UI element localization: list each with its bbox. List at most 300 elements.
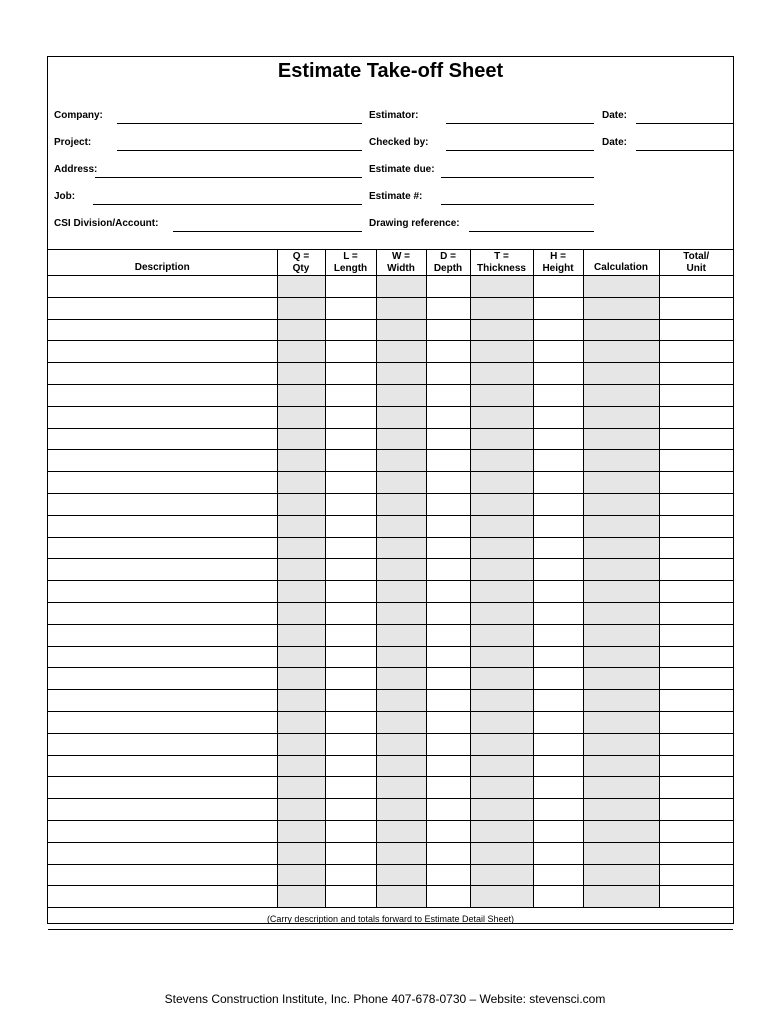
table-cell[interactable] — [583, 820, 659, 842]
table-cell[interactable] — [48, 711, 277, 733]
table-cell[interactable] — [533, 515, 583, 537]
table-cell[interactable] — [376, 602, 426, 624]
table-cell[interactable] — [325, 428, 376, 450]
table-cell[interactable] — [470, 690, 533, 712]
table-cell[interactable] — [48, 668, 277, 690]
table-cell[interactable] — [533, 755, 583, 777]
table-cell[interactable] — [426, 384, 470, 406]
table-cell[interactable] — [277, 450, 325, 472]
table-cell[interactable] — [470, 733, 533, 755]
table-cell[interactable] — [48, 297, 277, 319]
table-cell[interactable] — [659, 777, 733, 799]
table-cell[interactable] — [470, 777, 533, 799]
address-field[interactable] — [95, 177, 362, 178]
table-cell[interactable] — [533, 602, 583, 624]
estimate-due-label: Estimate due: — [369, 164, 435, 175]
table-cell[interactable] — [277, 624, 325, 646]
table-cell[interactable] — [48, 777, 277, 799]
table-cell[interactable] — [583, 602, 659, 624]
table-cell[interactable] — [325, 384, 376, 406]
footnote-row — [48, 908, 733, 930]
table-cell[interactable] — [533, 711, 583, 733]
table-cell[interactable] — [325, 820, 376, 842]
table-cell[interactable] — [277, 493, 325, 515]
table-cell[interactable] — [376, 428, 426, 450]
table-cell[interactable] — [583, 319, 659, 341]
table-cell[interactable] — [426, 842, 470, 864]
table-row — [48, 515, 733, 537]
table-cell[interactable] — [533, 384, 583, 406]
table-cell[interactable] — [48, 864, 277, 886]
checked-date-field[interactable] — [636, 150, 733, 151]
table-cell[interactable] — [533, 450, 583, 472]
table-cell[interactable] — [376, 537, 426, 559]
table-cell[interactable] — [277, 406, 325, 428]
table-cell[interactable] — [48, 842, 277, 864]
table-cell[interactable] — [533, 733, 583, 755]
table-cell[interactable] — [470, 363, 533, 385]
table-cell[interactable] — [659, 602, 733, 624]
table-cell[interactable] — [659, 384, 733, 406]
table-cell[interactable] — [470, 624, 533, 646]
table-cell[interactable] — [376, 886, 426, 908]
table-cell[interactable] — [533, 820, 583, 842]
table-cell[interactable] — [470, 319, 533, 341]
table-cell[interactable] — [325, 297, 376, 319]
table-cell[interactable] — [659, 646, 733, 668]
table-cell[interactable] — [325, 559, 376, 581]
table-row — [48, 690, 733, 712]
company-field[interactable] — [117, 123, 362, 124]
table-cell[interactable] — [277, 690, 325, 712]
table-cell[interactable] — [426, 428, 470, 450]
table-cell[interactable] — [583, 581, 659, 603]
table-cell[interactable] — [426, 711, 470, 733]
table-cell[interactable] — [470, 341, 533, 363]
table-cell[interactable] — [583, 777, 659, 799]
table-cell[interactable] — [277, 276, 325, 298]
table-cell[interactable] — [376, 297, 426, 319]
table-cell[interactable] — [48, 319, 277, 341]
table-cell[interactable] — [325, 755, 376, 777]
table-cell[interactable] — [426, 276, 470, 298]
table-cell[interactable] — [48, 581, 277, 603]
table-cell[interactable] — [659, 450, 733, 472]
project-field[interactable] — [117, 150, 362, 151]
table-cell[interactable] — [470, 450, 533, 472]
table-row — [48, 864, 733, 886]
table-cell[interactable] — [533, 624, 583, 646]
table-cell[interactable] — [376, 515, 426, 537]
table-cell[interactable] — [277, 755, 325, 777]
table-cell[interactable] — [470, 820, 533, 842]
table-cell[interactable] — [376, 450, 426, 472]
table-cell[interactable] — [277, 864, 325, 886]
table-cell[interactable] — [533, 842, 583, 864]
table-cell[interactable] — [48, 537, 277, 559]
table-cell[interactable] — [533, 319, 583, 341]
table-cell[interactable] — [470, 428, 533, 450]
table-cell[interactable] — [48, 646, 277, 668]
table-cell[interactable] — [470, 886, 533, 908]
table-cell[interactable] — [325, 450, 376, 472]
table-row — [48, 493, 733, 515]
table-cell[interactable] — [583, 624, 659, 646]
table-cell[interactable] — [277, 799, 325, 821]
table-cell[interactable] — [659, 363, 733, 385]
table-cell[interactable] — [325, 690, 376, 712]
table-cell[interactable] — [470, 537, 533, 559]
table-cell[interactable] — [426, 820, 470, 842]
table-cell[interactable] — [426, 624, 470, 646]
table-cell[interactable] — [48, 886, 277, 908]
table-cell[interactable] — [659, 341, 733, 363]
table-cell[interactable] — [277, 341, 325, 363]
table-cell[interactable] — [325, 711, 376, 733]
table-cell[interactable] — [533, 646, 583, 668]
table-cell[interactable] — [659, 864, 733, 886]
table-cell[interactable] — [533, 276, 583, 298]
table-cell[interactable] — [659, 886, 733, 908]
estimator-field[interactable] — [446, 123, 594, 124]
table-cell[interactable] — [277, 515, 325, 537]
table-cell[interactable] — [376, 733, 426, 755]
table-cell[interactable] — [48, 515, 277, 537]
table-cell[interactable] — [533, 581, 583, 603]
table-cell[interactable] — [376, 646, 426, 668]
table-cell[interactable] — [583, 472, 659, 494]
table-cell[interactable] — [470, 602, 533, 624]
table-row — [48, 537, 733, 559]
table-cell[interactable] — [533, 297, 583, 319]
table-cell[interactable] — [659, 493, 733, 515]
table-cell[interactable] — [426, 406, 470, 428]
table-cell[interactable] — [277, 472, 325, 494]
table-cell[interactable] — [325, 646, 376, 668]
checked-by-label: Checked by: — [369, 137, 429, 148]
table-cell[interactable] — [277, 559, 325, 581]
table-cell[interactable] — [325, 864, 376, 886]
table-cell[interactable] — [376, 384, 426, 406]
table-cell[interactable] — [277, 319, 325, 341]
table-cell[interactable] — [470, 668, 533, 690]
table-cell[interactable] — [583, 755, 659, 777]
table-cell[interactable] — [325, 733, 376, 755]
table-cell[interactable] — [376, 406, 426, 428]
table-cell[interactable] — [533, 690, 583, 712]
table-cell[interactable] — [533, 864, 583, 886]
table-cell[interactable] — [470, 472, 533, 494]
table-cell[interactable] — [659, 581, 733, 603]
table-cell[interactable] — [376, 559, 426, 581]
table-cell[interactable] — [659, 799, 733, 821]
drawing-reference-field[interactable] — [469, 231, 594, 232]
table-cell[interactable] — [277, 581, 325, 603]
table-cell[interactable] — [277, 842, 325, 864]
col-header-calculation: Calculation — [583, 250, 659, 276]
table-cell[interactable] — [659, 537, 733, 559]
table-cell[interactable] — [277, 820, 325, 842]
table-cell[interactable] — [277, 537, 325, 559]
table-cell[interactable] — [659, 276, 733, 298]
table-cell[interactable] — [325, 581, 376, 603]
table-cell[interactable] — [583, 515, 659, 537]
table-cell[interactable] — [583, 406, 659, 428]
table-cell[interactable] — [583, 799, 659, 821]
table-cell[interactable] — [48, 276, 277, 298]
table-cell[interactable] — [48, 799, 277, 821]
table-cell[interactable] — [426, 668, 470, 690]
table-cell[interactable] — [583, 864, 659, 886]
table-cell[interactable] — [659, 406, 733, 428]
table-cell[interactable] — [325, 319, 376, 341]
table-cell[interactable] — [325, 777, 376, 799]
table-cell[interactable] — [48, 428, 277, 450]
estimator-label: Estimator: — [369, 110, 419, 121]
table-header-row — [48, 250, 733, 276]
table-cell[interactable] — [277, 711, 325, 733]
table-cell[interactable] — [376, 668, 426, 690]
table-cell[interactable] — [325, 668, 376, 690]
page-footer: Stevens Construction Institute, Inc. Phone 407-678-0730 – Website: stevensci.com — [164, 992, 606, 1006]
table-cell[interactable] — [376, 276, 426, 298]
table-cell[interactable] — [376, 581, 426, 603]
table-cell[interactable] — [325, 472, 376, 494]
table-cell[interactable] — [583, 450, 659, 472]
table-cell[interactable] — [533, 472, 583, 494]
table-cell[interactable] — [533, 537, 583, 559]
table-cell[interactable] — [426, 450, 470, 472]
table-cell[interactable] — [659, 820, 733, 842]
table-cell[interactable] — [470, 711, 533, 733]
table-cell[interactable] — [48, 450, 277, 472]
table-cell[interactable] — [659, 472, 733, 494]
estimate-number-field[interactable] — [441, 204, 594, 205]
table-cell[interactable] — [533, 668, 583, 690]
table-cell[interactable] — [583, 711, 659, 733]
table-cell[interactable] — [426, 363, 470, 385]
col-header-width: W = Width — [376, 250, 426, 276]
table-cell[interactable] — [583, 646, 659, 668]
table-cell[interactable] — [277, 428, 325, 450]
table-cell[interactable] — [48, 624, 277, 646]
table-cell[interactable] — [426, 537, 470, 559]
table-cell[interactable] — [533, 799, 583, 821]
table-cell[interactable] — [376, 799, 426, 821]
table-cell[interactable] — [325, 406, 376, 428]
table-row — [48, 668, 733, 690]
table-cell[interactable] — [533, 428, 583, 450]
table-cell[interactable] — [325, 363, 376, 385]
table-cell[interactable] — [426, 297, 470, 319]
table-cell[interactable] — [426, 341, 470, 363]
table-cell[interactable] — [533, 406, 583, 428]
table-cell[interactable] — [48, 755, 277, 777]
table-cell[interactable] — [470, 515, 533, 537]
table-cell[interactable] — [426, 646, 470, 668]
table-cell[interactable] — [583, 733, 659, 755]
table-cell[interactable] — [533, 493, 583, 515]
table-cell[interactable] — [470, 799, 533, 821]
table-cell[interactable] — [533, 886, 583, 908]
table-cell[interactable] — [659, 319, 733, 341]
table-cell[interactable] — [583, 668, 659, 690]
table-cell[interactable] — [48, 602, 277, 624]
table-cell[interactable] — [426, 602, 470, 624]
address-label: Address: — [54, 164, 98, 175]
table-cell[interactable] — [325, 537, 376, 559]
table-cell[interactable] — [583, 428, 659, 450]
table-cell[interactable] — [376, 777, 426, 799]
table-cell[interactable] — [325, 602, 376, 624]
table-cell[interactable] — [659, 624, 733, 646]
table-cell[interactable] — [426, 559, 470, 581]
table-cell[interactable] — [583, 363, 659, 385]
table-cell[interactable] — [277, 733, 325, 755]
table-cell[interactable] — [48, 472, 277, 494]
checked-by-field[interactable] — [446, 150, 594, 151]
table-row — [48, 559, 733, 581]
table-cell[interactable] — [583, 493, 659, 515]
table-cell[interactable] — [325, 276, 376, 298]
table-row — [48, 820, 733, 842]
table-cell[interactable] — [659, 515, 733, 537]
table-cell[interactable] — [533, 559, 583, 581]
table-cell[interactable] — [470, 384, 533, 406]
col-header-thickness: T = Thickness — [470, 250, 533, 276]
table-cell[interactable] — [426, 690, 470, 712]
table-cell[interactable] — [659, 755, 733, 777]
table-cell[interactable] — [659, 733, 733, 755]
table-cell[interactable] — [659, 842, 733, 864]
table-cell[interactable] — [659, 428, 733, 450]
date-field[interactable] — [636, 123, 733, 124]
table-cell[interactable] — [277, 668, 325, 690]
table-cell[interactable] — [583, 297, 659, 319]
table-cell[interactable] — [470, 755, 533, 777]
table-cell[interactable] — [277, 886, 325, 908]
table-cell[interactable] — [583, 276, 659, 298]
table-cell[interactable] — [277, 602, 325, 624]
table-cell[interactable] — [426, 515, 470, 537]
table-cell[interactable] — [659, 559, 733, 581]
table-cell[interactable] — [659, 690, 733, 712]
table-cell[interactable] — [583, 537, 659, 559]
table-cell[interactable] — [659, 668, 733, 690]
table-cell[interactable] — [533, 777, 583, 799]
table-cell[interactable] — [376, 864, 426, 886]
table-cell[interactable] — [426, 799, 470, 821]
table-cell[interactable] — [426, 755, 470, 777]
table-cell[interactable] — [426, 777, 470, 799]
table-cell[interactable] — [659, 711, 733, 733]
table-cell[interactable] — [376, 319, 426, 341]
table-cell[interactable] — [48, 820, 277, 842]
table-row — [48, 450, 733, 472]
table-cell[interactable] — [48, 690, 277, 712]
table-row — [48, 842, 733, 864]
table-cell[interactable] — [48, 384, 277, 406]
table-cell[interactable] — [325, 515, 376, 537]
table-cell[interactable] — [376, 341, 426, 363]
table-cell[interactable] — [470, 646, 533, 668]
table-cell[interactable] — [426, 581, 470, 603]
table-cell[interactable] — [277, 777, 325, 799]
job-label: Job: — [54, 191, 76, 202]
table-cell[interactable] — [583, 886, 659, 908]
table-row — [48, 472, 733, 494]
table-cell[interactable] — [426, 472, 470, 494]
table-cell[interactable] — [325, 493, 376, 515]
table-cell[interactable] — [426, 319, 470, 341]
table-cell[interactable] — [277, 297, 325, 319]
table-cell[interactable] — [48, 363, 277, 385]
table-cell[interactable] — [48, 406, 277, 428]
table-cell[interactable] — [376, 842, 426, 864]
table-row — [48, 363, 733, 385]
table-cell[interactable] — [48, 733, 277, 755]
table-cell[interactable] — [533, 363, 583, 385]
table-cell[interactable] — [426, 886, 470, 908]
takeoff-sheet — [47, 56, 734, 924]
table-cell[interactable] — [277, 384, 325, 406]
table-cell[interactable] — [470, 297, 533, 319]
col-header-length: L = Length — [325, 250, 376, 276]
table-cell[interactable] — [426, 733, 470, 755]
table-cell[interactable] — [470, 581, 533, 603]
table-cell[interactable] — [376, 711, 426, 733]
table-cell[interactable] — [583, 341, 659, 363]
table-cell[interactable] — [470, 864, 533, 886]
table-cell[interactable] — [533, 341, 583, 363]
table-cell[interactable] — [325, 842, 376, 864]
table-cell[interactable] — [48, 341, 277, 363]
table-cell[interactable] — [277, 646, 325, 668]
table-cell[interactable] — [426, 493, 470, 515]
table-row — [48, 384, 733, 406]
table-cell[interactable] — [277, 363, 325, 385]
table-cell[interactable] — [325, 799, 376, 821]
table-cell[interactable] — [325, 886, 376, 908]
table-cell[interactable] — [470, 842, 533, 864]
table-cell[interactable] — [325, 624, 376, 646]
table-cell[interactable] — [376, 820, 426, 842]
table-cell[interactable] — [470, 406, 533, 428]
estimate-due-field[interactable] — [441, 177, 594, 178]
table-cell[interactable] — [325, 341, 376, 363]
table-cell[interactable] — [48, 493, 277, 515]
table-cell[interactable] — [426, 864, 470, 886]
table-cell[interactable] — [376, 624, 426, 646]
table-cell[interactable] — [470, 276, 533, 298]
table-cell[interactable] — [583, 690, 659, 712]
table-cell[interactable] — [376, 493, 426, 515]
table-cell[interactable] — [583, 559, 659, 581]
col-header-qty: Q = Qty — [277, 250, 325, 276]
csi-field[interactable] — [173, 231, 362, 232]
table-cell[interactable] — [376, 472, 426, 494]
table-cell[interactable] — [48, 559, 277, 581]
table-cell[interactable] — [376, 363, 426, 385]
job-field[interactable] — [93, 204, 362, 205]
table-cell[interactable] — [376, 755, 426, 777]
table-cell[interactable] — [470, 559, 533, 581]
table-cell[interactable] — [376, 690, 426, 712]
table-cell[interactable] — [470, 493, 533, 515]
table-cell[interactable] — [583, 384, 659, 406]
table-cell[interactable] — [583, 842, 659, 864]
table-cell[interactable] — [659, 297, 733, 319]
